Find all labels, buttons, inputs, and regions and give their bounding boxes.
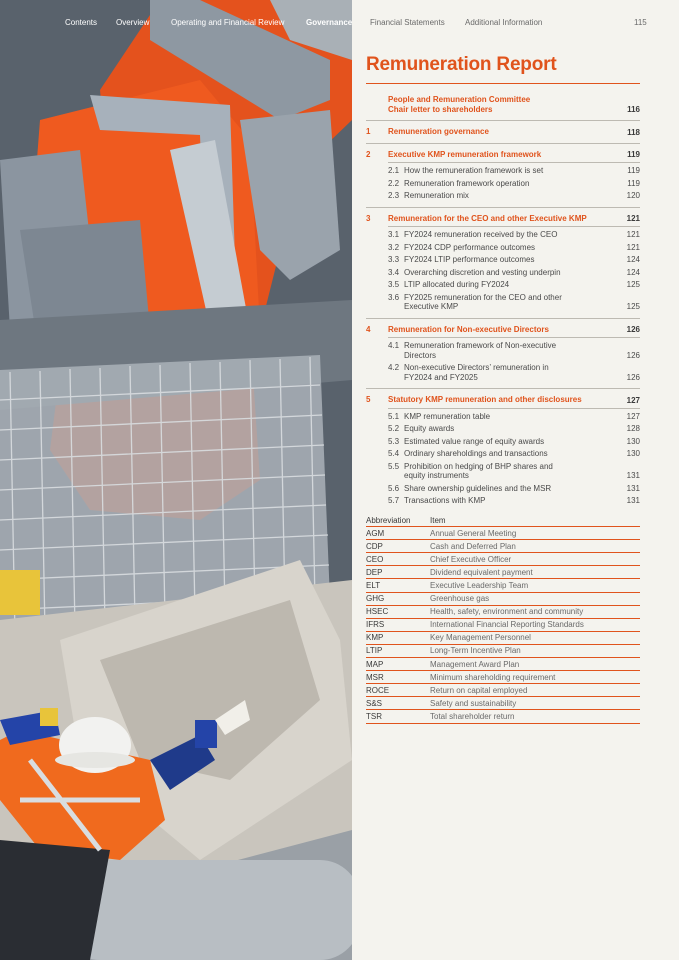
nav-financial-statements[interactable]: Financial Statements	[370, 18, 445, 27]
page-number: 115	[634, 18, 647, 27]
toc-subsection-number: 2.1	[388, 166, 400, 175]
toc-subsection-number: 5.4	[388, 449, 400, 458]
title-divider	[366, 83, 640, 84]
toc-subdivider	[388, 408, 640, 409]
abbreviation-table	[366, 514, 640, 724]
toc-subsection-number: 3.4	[388, 267, 400, 277]
toc-subsection-number: 4.1	[388, 341, 400, 350]
toc-subsection-title: Transactions with KMP	[404, 496, 486, 505]
table-row	[366, 632, 640, 645]
toc-subsection-page: 124	[626, 267, 640, 277]
toc-subsection-3.3[interactable]	[366, 255, 640, 265]
table-row	[366, 553, 640, 566]
toc-section-number: 4	[366, 324, 371, 334]
abbreviation-cell: AGM	[366, 528, 385, 538]
table-of-contents	[366, 95, 640, 506]
toc-divider	[366, 318, 640, 319]
abbreviation-cell: MSR	[366, 672, 384, 682]
abbreviation-cell: IFRS	[366, 620, 385, 630]
toc-intro[interactable]	[366, 95, 640, 114]
toc-section-title: Statutory KMP remuneration and other disclosures	[388, 395, 582, 404]
toc-subsection-title: Share ownership guidelines and the MSR	[404, 483, 552, 493]
item-cell: Executive Leadership Team	[430, 581, 529, 591]
toc-subsection-title: FY2024 remuneration received by the CEO	[404, 230, 558, 239]
item-cell: International Financial Reporting Standards	[430, 620, 584, 630]
toc-section-4[interactable]	[366, 325, 640, 335]
toc-subsection-2.3[interactable]	[366, 191, 640, 201]
toc-subsection-title: LTIP allocated during FY2024	[404, 280, 510, 289]
table-row	[366, 579, 640, 592]
toc-intro-page: 116	[627, 105, 640, 114]
toc-sections	[366, 120, 640, 506]
table-row	[366, 619, 640, 632]
toc-subsection-title: FY2024 LTIP performance outcomes	[404, 255, 535, 264]
toc-subsection-number: 2.2	[388, 178, 400, 188]
toc-subdivider	[388, 226, 640, 227]
toc-section-page: 127	[626, 395, 640, 405]
toc-subsection-page: 121	[626, 230, 640, 239]
toc-subsection-number: 3.3	[388, 255, 400, 264]
toc-subsection-title: KMP remuneration table	[404, 411, 491, 421]
toc-section-title: Remuneration governance	[388, 127, 489, 136]
item-cell: Key Management Personnel	[430, 633, 531, 643]
nav-additional-information[interactable]: Additional Information	[465, 18, 543, 27]
item-cell: Safety and sustainability	[430, 698, 517, 708]
toc-subsection-title: Overarching discretion and vesting underpin	[404, 267, 561, 277]
header-item: Item	[430, 515, 446, 525]
toc-subsection-page: 120	[626, 191, 640, 200]
toc-divider	[366, 388, 640, 389]
toc-subdivider	[388, 162, 640, 163]
toc-subsection-title: FY2025 remuneration for the CEO and other Executive KMP	[404, 292, 562, 311]
toc-subsection-3.2[interactable]	[366, 243, 640, 253]
toc-subsection-page: 126	[626, 350, 640, 360]
toc-subsection-title: How the remuneration framework is set	[404, 166, 544, 175]
toc-subsection-page: 128	[626, 424, 640, 433]
table-row	[366, 697, 640, 710]
toc-section-number: 1	[366, 127, 371, 136]
toc-subsection-4.2[interactable]	[366, 363, 640, 382]
toc-subsection-page: 130	[626, 436, 640, 446]
toc-section-number: 3	[366, 213, 371, 223]
toc-subsection-title: Non-executive Directors’ remuneration in FY2024 and FY2025	[404, 363, 549, 382]
toc-intro-title: People and Remuneration Committee Chair letter to shareholders	[388, 95, 531, 114]
table-row	[366, 645, 640, 658]
toc-subsection-title: Remuneration framework operation	[404, 178, 530, 188]
toc-divider	[366, 120, 640, 121]
toc-subsection-page: 125	[626, 302, 640, 311]
abbreviation-cell: MAP	[366, 659, 384, 669]
toc-subsection-number: 3.2	[388, 242, 400, 252]
nav-contents[interactable]: Contents	[65, 18, 98, 27]
abbreviation-cell: ROCE	[366, 685, 390, 695]
toc-section-number: 2	[366, 149, 371, 159]
nav-governance[interactable]: Governance	[306, 18, 353, 27]
table-row	[366, 540, 640, 553]
top-navigation	[0, 0, 679, 44]
abbreviation-cell: KMP	[366, 633, 384, 643]
toc-subsection-page: 121	[626, 242, 640, 252]
table-row	[366, 671, 640, 684]
toc-section-page: 126	[626, 325, 640, 334]
table-row	[366, 658, 640, 671]
abbreviation-cell: TSR	[366, 711, 382, 721]
toc-subsection-page: 125	[626, 280, 640, 289]
toc-divider	[366, 207, 640, 208]
toc-divider	[366, 143, 640, 144]
toc-section-1[interactable]	[366, 127, 640, 137]
toc-subsection-title: Ordinary shareholdings and transactions	[404, 449, 548, 458]
item-cell: Long-Term Incentive Plan	[430, 646, 521, 656]
item-cell: Dividend equivalent payment	[430, 567, 533, 577]
item-cell: Minimum shareholding requirement	[430, 672, 556, 682]
toc-subsection-3.6[interactable]	[366, 293, 640, 312]
toc-section-title: Remuneration for Non-executive Directors	[388, 324, 549, 334]
toc-section-page: 119	[627, 150, 640, 159]
toc-subsection-page: 124	[626, 255, 640, 264]
toc-subsection-3.5[interactable]	[366, 280, 640, 290]
item-cell: Greenhouse gas	[430, 594, 490, 604]
item-cell: Chief Executive Officer	[430, 554, 512, 564]
toc-subsection-page: 131	[626, 483, 640, 493]
abbreviation-cell: CDP	[366, 541, 383, 551]
abbreviation-cell: ELT	[366, 581, 381, 591]
abbreviation-cell: DEP	[366, 567, 383, 577]
abbreviation-cell: S&S	[366, 698, 383, 708]
toc-subsection-number: 5.7	[388, 496, 400, 505]
item-cell: Cash and Deferred Plan	[430, 541, 516, 551]
toc-subsection-page: 126	[626, 372, 640, 382]
toc-section-5[interactable]	[366, 395, 640, 405]
page-title: Remuneration Report	[366, 54, 557, 75]
toc-subsection-5.3[interactable]	[366, 437, 640, 447]
abbreviation-rows	[366, 527, 640, 723]
toc-section-title: Remuneration for the CEO and other Executive KMP	[388, 213, 587, 223]
toc-subsection-5.5[interactable]	[366, 462, 640, 481]
toc-subsection-number: 5.1	[388, 411, 400, 421]
toc-section-page: 121	[626, 214, 640, 223]
toc-subsection-number: 4.2	[388, 363, 400, 372]
table-row	[366, 566, 640, 579]
item-cell: Health, safety, environment and community	[430, 607, 584, 617]
item-cell: Total shareholder return	[430, 711, 515, 721]
table-row	[366, 684, 640, 697]
toc-subsection-title: Remuneration framework of Non-executive Directors	[404, 341, 557, 360]
nav-overview[interactable]: Overview	[116, 18, 150, 27]
toc-subsection-5.1[interactable]	[366, 412, 640, 422]
toc-subsection-page: 131	[626, 471, 640, 480]
toc-subsection-number: 3.6	[388, 292, 400, 302]
toc-subsection-number: 3.5	[388, 280, 400, 289]
toc-subsection-title: Remuneration mix	[404, 191, 469, 200]
toc-subsection-number: 5.3	[388, 436, 400, 446]
toc-subsection-5.7[interactable]	[366, 496, 640, 506]
toc-subsection-number: 5.6	[388, 483, 400, 493]
toc-section-3[interactable]	[366, 214, 640, 224]
abbreviation-cell: HSEC	[366, 607, 389, 617]
item-cell: Annual General Meeting	[430, 528, 517, 538]
abbreviation-cell: GHG	[366, 594, 385, 604]
table-row	[366, 606, 640, 619]
toc-subsection-3.1[interactable]	[366, 230, 640, 240]
abbreviation-cell: LTIP	[366, 646, 383, 656]
toc-subsection-number: 2.3	[388, 191, 400, 200]
toc-subdivider	[388, 337, 640, 338]
toc-section-number: 5	[366, 395, 371, 404]
toc-subsection-number: 5.2	[388, 424, 400, 433]
toc-subsection-2.2[interactable]	[366, 179, 640, 189]
toc-subsection-4.1[interactable]	[366, 341, 640, 360]
abbreviation-table-header	[366, 514, 640, 527]
toc-section-page: 118	[627, 127, 640, 137]
toc-subsection-title: Estimated value range of equity awards	[404, 436, 545, 446]
toc-subsection-2.1[interactable]	[366, 166, 640, 176]
nav-operating-financial-review[interactable]: Operating and Financial Review	[171, 18, 285, 27]
toc-subsection-5.2[interactable]	[366, 424, 640, 434]
toc-subsection-number: 5.5	[388, 461, 400, 471]
toc-subsection-title: FY2024 CDP performance outcomes	[404, 242, 536, 252]
toc-subsection-title: Equity awards	[404, 424, 455, 433]
toc-subsection-title: Prohibition on hedging of BHP shares and equity instruments	[404, 461, 553, 480]
toc-subsection-page: 119	[627, 178, 640, 188]
toc-subsection-page: 131	[626, 496, 640, 505]
toc-subsection-5.4[interactable]	[366, 449, 640, 459]
toc-subsection-number: 3.1	[388, 230, 400, 239]
toc-section-2[interactable]	[366, 150, 640, 160]
toc-subsection-5.6[interactable]	[366, 484, 640, 494]
toc-subsection-page: 127	[626, 411, 640, 421]
item-cell: Management Award Plan	[430, 659, 520, 669]
table-row	[366, 527, 640, 540]
toc-section-title: Executive KMP remuneration framework	[388, 149, 542, 159]
toc-subsection-3.4[interactable]	[366, 268, 640, 278]
header-abbreviation: Abbreviation	[366, 515, 411, 525]
toc-subsection-page: 119	[627, 166, 640, 175]
table-row	[366, 710, 640, 723]
abbreviation-cell: CEO	[366, 554, 384, 564]
item-cell: Return on capital employed	[430, 685, 528, 695]
table-row	[366, 593, 640, 606]
toc-subsection-page: 130	[626, 449, 640, 458]
